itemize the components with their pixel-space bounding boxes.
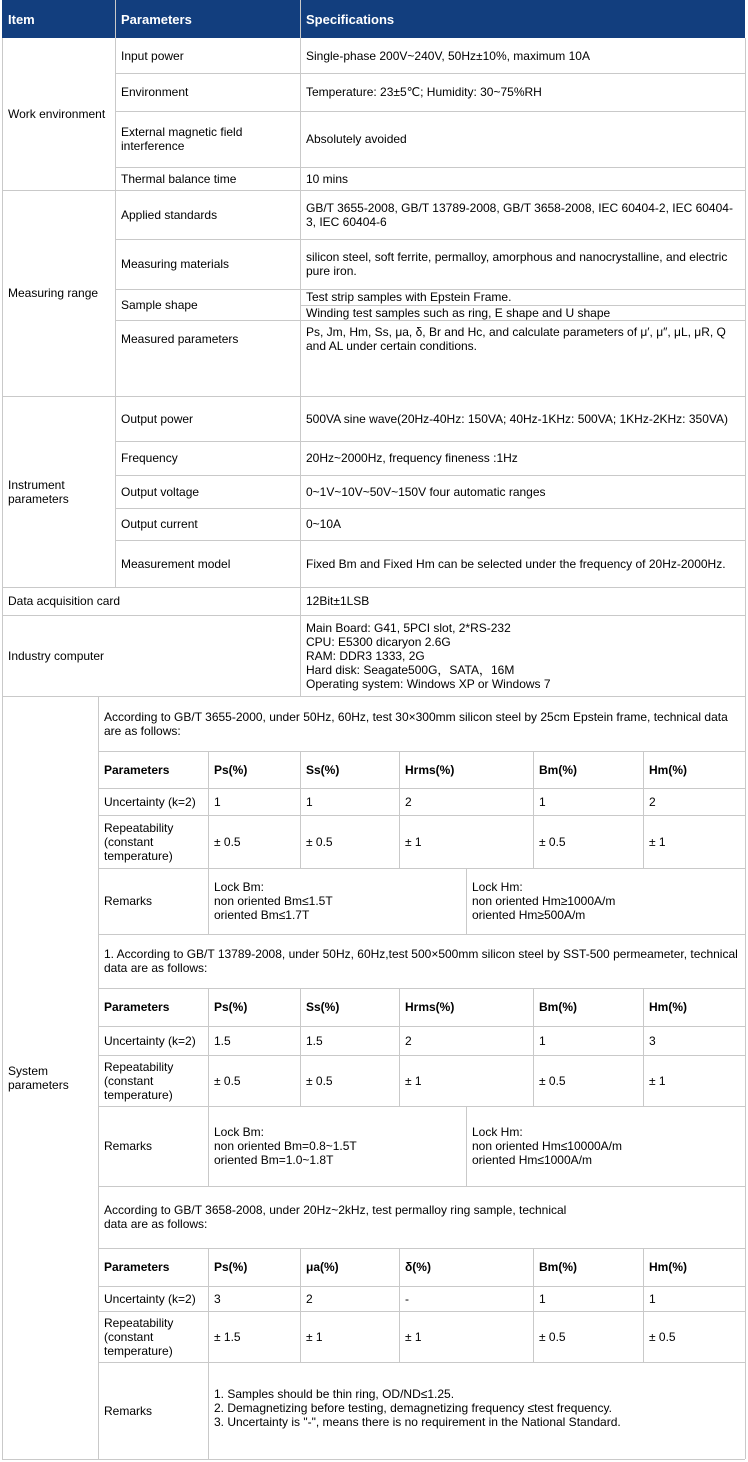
system-block-1-repeatability-4-text: ± 0.5 (539, 1073, 566, 1088)
measuring-spec-0-text: GB/T 3655-2008, GB/T 13789-2008, GB/T 3658-2008, IEC 60404-2, IEC 60404-3, IEC 60404-6 (306, 200, 733, 229)
system-block-1-remark-left-text: Lock Bm: non oriented Bm=0.8~1.5T oriented Bm=1.0~1.8T (214, 1125, 357, 1167)
system-block-2-uncertainty-4 (533, 1286, 643, 1311)
system-block-1-repeatability-3 (399, 1055, 533, 1106)
system-block-0-uncertainty-0-text: Uncertainty (k=2) (104, 794, 196, 809)
system-block-0-uncertainty-1 (208, 788, 300, 815)
system-block-2-uncertainty-5 (643, 1286, 745, 1311)
system-block-0-uncertainty-3-text: 2 (405, 794, 412, 809)
column-divider (466, 1106, 467, 1186)
column-divider (2, 38, 3, 1459)
column-divider (533, 788, 534, 815)
instrument-param-3-text: Output current (121, 517, 198, 531)
system-block-2-headers-5 (643, 1248, 745, 1286)
system-block-1-uncertainty-0 (98, 1026, 208, 1055)
system-block-0-repeatability-4-text: ± 0.5 (539, 834, 566, 849)
column-divider (533, 1055, 534, 1106)
system-block-1-headers-5 (643, 988, 745, 1026)
system-block-0-headers-3 (399, 751, 533, 788)
system-block-0-headers-4-text: Bm(%) (539, 762, 577, 777)
system-block-0-remark-left (208, 868, 466, 934)
column-divider (399, 1286, 400, 1311)
system-block-2-headers-1-text: Ps(%) (214, 1260, 248, 1274)
column-divider (208, 751, 209, 788)
column-divider (399, 988, 400, 1026)
instrument-spec-2-text: 0~1V~10V~50V~150V four automatic ranges (306, 484, 546, 499)
column-divider (208, 1248, 209, 1286)
instrument-spec-3 (300, 508, 745, 540)
system-block-2-remarks-label (98, 1362, 208, 1459)
system-block-0-headers-3-text: Hrms(%) (405, 762, 455, 777)
column-divider (208, 1311, 209, 1362)
system-block-0-remark-right-text: Lock Hm: non oriented Hm≥1000A/m oriented Hm≥500A/m (472, 880, 616, 922)
row-divider (115, 508, 745, 509)
system-block-0-repeatability-5 (643, 815, 745, 868)
system-block-0-repeatability-3 (399, 815, 533, 868)
system-block-1-repeatability-0-text: Repeatability (constant temperature) (104, 1059, 174, 1102)
system-block-0-headers-1 (208, 751, 300, 788)
system-block-0-uncertainty-2-text: 1 (306, 794, 313, 809)
computer-item-label (2, 615, 300, 696)
system-block-2-repeatability-3-text: ± 1 (405, 1329, 422, 1344)
system-block-1-intro-text: 1. According to GB/T 13789-2008, under 50Hz, 60Hz,test 500×500mm silicon steel by SST-500 permeameter, technical data are as follows: (104, 947, 738, 975)
work-item-label-text: Work environment (8, 107, 106, 121)
system-block-2-headers-4-text: Bm(%) (539, 1260, 577, 1274)
column-divider (643, 1055, 644, 1106)
system-block-1-remarks-label (98, 1106, 208, 1186)
column-divider (533, 1286, 534, 1311)
column-divider (300, 1026, 301, 1055)
column-divider (300, 396, 301, 587)
system-block-1-uncertainty-3-text: 2 (405, 1033, 412, 1048)
system-block-1-repeatability-3-text: ± 1 (405, 1073, 422, 1088)
system-block-2-uncertainty-2 (300, 1286, 399, 1311)
system-block-0-headers-5 (643, 751, 745, 788)
measuring-param-3 (115, 320, 300, 357)
instrument-spec-4-text: Fixed Bm and Fixed Hm can be selected under the frequency of 20Hz-2000Hz. (306, 556, 726, 571)
system-block-2-intro (98, 1186, 745, 1248)
column-divider (643, 788, 644, 815)
column-divider (300, 815, 301, 868)
column-divider (115, 0, 116, 38)
system-block-2-uncertainty-1-text: 3 (214, 1291, 221, 1306)
column-divider (533, 1248, 534, 1286)
system-block-0-repeatability-1 (208, 815, 300, 868)
column-divider (300, 1055, 301, 1106)
work-spec-2 (300, 111, 745, 167)
system-block-1-remark-right (466, 1106, 745, 1186)
row-divider (115, 540, 745, 541)
column-divider (208, 988, 209, 1026)
system-block-0-uncertainty-0 (98, 788, 208, 815)
system-block-0-headers-0-text: Parameters (104, 762, 170, 777)
system-block-1-intro (98, 934, 745, 988)
instrument-param-1-text: Frequency (121, 451, 178, 465)
system-block-2-headers-1 (208, 1248, 300, 1286)
system-block-0-uncertainty-1-text: 1 (214, 794, 221, 809)
column-divider (643, 751, 644, 788)
system-block-2-headers-4 (533, 1248, 643, 1286)
column-divider (643, 1248, 644, 1286)
column-divider (643, 1026, 644, 1055)
measuring-spec-2-b (300, 305, 745, 320)
system-block-0-headers-2 (300, 751, 399, 788)
column-divider (533, 1311, 534, 1362)
system-block-2-remarks-label-text: Remarks (104, 1403, 153, 1418)
work-param-1 (115, 73, 300, 111)
system-block-2-uncertainty-3 (399, 1286, 533, 1311)
instrument-spec-1-text: 20Hz~2000Hz, frequency fineness :1Hz (306, 451, 518, 465)
column-divider (643, 988, 644, 1026)
column-divider (399, 1311, 400, 1362)
system-block-2-uncertainty-1 (208, 1286, 300, 1311)
system-item-label (2, 696, 98, 1459)
system-block-1-headers-2 (300, 988, 399, 1026)
system-block-2-headers-5-text: Hm(%) (649, 1260, 687, 1274)
system-block-2-repeatability-5 (643, 1311, 745, 1362)
header-specifications: Specifications (300, 0, 745, 38)
column-divider (533, 815, 534, 868)
row-divider (115, 475, 745, 476)
system-block-1-headers-5-text: Hm(%) (649, 1000, 687, 1014)
measuring-param-2-text: Sample shape (121, 297, 198, 312)
column-divider (300, 1311, 301, 1362)
system-block-1-repeatability-2-text: ± 0.5 (306, 1073, 333, 1088)
work-param-3-text: Thermal balance time (121, 171, 237, 186)
system-block-0-repeatability-4 (533, 815, 643, 868)
system-block-0-remark-left-text: Lock Bm: non oriented Bm≤1.5T oriented Bm≤1.7T (214, 880, 333, 922)
system-block-0-repeatability-0 (98, 815, 208, 868)
column-divider (300, 751, 301, 788)
measuring-param-1-text: Measuring materials (121, 257, 230, 271)
instrument-spec-0-text: 500VA sine wave(20Hz-40Hz: 150VA; 40Hz-1KHz: 500VA; 1KHz-2KHz: 350VA) (306, 411, 728, 426)
column-divider (115, 396, 116, 587)
column-divider (300, 788, 301, 815)
system-block-1-headers-0-text: Parameters (104, 1000, 170, 1014)
instrument-item-label (2, 396, 115, 587)
system-block-0-repeatability-2 (300, 815, 399, 868)
column-divider (300, 615, 301, 696)
column-divider (399, 815, 400, 868)
system-block-0-repeatability-1-text: ± 0.5 (214, 834, 241, 849)
column-divider (399, 1248, 400, 1286)
system-block-2-headers-2 (300, 1248, 399, 1286)
system-block-0-uncertainty-5 (643, 788, 745, 815)
system-block-2-headers-3 (399, 1248, 533, 1286)
header-parameters: Parameters (115, 0, 300, 38)
system-item-label-text: System parameters (8, 1063, 69, 1092)
instrument-spec-4 (300, 540, 745, 587)
system-block-2-intro-text: According to GB/T 3658-2008, under 20Hz~2kHz, test permalloy ring sample, technical data are as follows: (104, 1203, 567, 1231)
column-divider (300, 38, 301, 190)
system-block-1-repeatability-5-text: ± 1 (649, 1073, 666, 1088)
system-block-0-headers-4 (533, 751, 643, 788)
system-block-2-headers-3-text: δ(%) (405, 1260, 431, 1274)
system-block-0-headers-0 (98, 751, 208, 788)
work-spec-3 (300, 167, 745, 190)
work-param-0-text: Input power (121, 48, 184, 63)
column-divider (208, 1286, 209, 1311)
column-divider (208, 815, 209, 868)
system-block-2-headers-0-text: Parameters (104, 1260, 170, 1274)
system-block-1-repeatability-4 (533, 1055, 643, 1106)
measuring-param-2 (115, 289, 300, 320)
daq-spec-text: 12Bit±1LSB (306, 594, 370, 608)
system-block-1-headers-1-text: Ps(%) (214, 1000, 248, 1014)
system-block-2-uncertainty-4-text: 1 (539, 1291, 546, 1306)
system-block-0-remarks-label (98, 868, 208, 934)
system-block-1-repeatability-1 (208, 1055, 300, 1106)
system-block-2-uncertainty-2-text: 2 (306, 1291, 313, 1306)
system-block-1-repeatability-0 (98, 1055, 208, 1106)
system-block-1-headers-2-text: Ss(%) (306, 1000, 340, 1014)
system-block-1-headers-3-text: Hrms(%) (405, 1000, 455, 1014)
system-block-0-uncertainty-3 (399, 788, 533, 815)
row-divider (115, 167, 745, 168)
column-divider (533, 988, 534, 1026)
system-block-1-repeatability-2 (300, 1055, 399, 1106)
measuring-spec-2-text: Test strip samples with Epstein Frame. (306, 290, 512, 304)
work-param-1-text: Environment (121, 85, 189, 99)
system-block-1-remarks-label-text: Remarks (104, 1139, 153, 1153)
row-divider (115, 441, 745, 442)
column-divider (533, 1026, 534, 1055)
system-block-1-uncertainty-4-text: 1 (539, 1033, 546, 1048)
system-block-1-headers-0 (98, 988, 208, 1026)
row-divider (115, 111, 745, 112)
system-block-2-remarks-text: 1. Samples should be thin ring, OD/ND≤1.25. 2. Demagnetizing before testing, demagnetizing frequency ≤test frequency. 3. Uncertainty is "-", means there is no requirement in the National Standard. (214, 1387, 621, 1429)
column-divider (399, 788, 400, 815)
column-divider (643, 1286, 644, 1311)
system-block-0-uncertainty-4 (533, 788, 643, 815)
column-divider (399, 1055, 400, 1106)
system-block-1-headers-3 (399, 988, 533, 1026)
system-block-2-repeatability-1-text: ± 1.5 (214, 1329, 241, 1344)
work-param-2 (115, 111, 300, 167)
system-block-0-uncertainty-2 (300, 788, 399, 815)
system-block-0-headers-5-text: Hm(%) (649, 762, 687, 777)
column-divider (300, 1248, 301, 1286)
work-param-2-text: External magnetic field interference (121, 125, 243, 153)
measuring-spec-3-text: Ps, Jm, Hm, Ss, μa, δ, Br and Hc, and calculate parameters of μ′, μ″, μL, μR, Q and AL under certain conditions. (306, 324, 726, 353)
column-divider (208, 788, 209, 815)
column-divider (745, 38, 746, 1459)
work-spec-1-text: Temperature: 23±5℃; Humidity: 30~75%RH (306, 85, 542, 99)
column-divider (643, 1311, 644, 1362)
column-divider (300, 0, 301, 38)
system-block-2-headers-0 (98, 1248, 208, 1286)
system-block-0-headers-1-text: Ps(%) (214, 762, 248, 777)
measuring-spec-0 (300, 190, 745, 239)
system-block-0-intro (98, 696, 745, 751)
system-block-1-repeatability-1-text: ± 0.5 (214, 1073, 241, 1088)
daq-spec (300, 587, 745, 615)
header-item: Item (2, 0, 115, 38)
system-block-0-repeatability-5-text: ± 1 (649, 834, 666, 849)
system-block-0-repeatability-2-text: ± 0.5 (306, 834, 333, 849)
system-block-2-uncertainty-5-text: 1 (649, 1291, 656, 1306)
measuring-item-label (2, 190, 115, 396)
system-block-2-repeatability-4-text: ± 0.5 (539, 1329, 566, 1344)
system-block-1-remark-left (208, 1106, 466, 1186)
system-block-2-uncertainty-3-text: - (405, 1291, 409, 1306)
system-block-1-uncertainty-1-text: 1.5 (214, 1033, 231, 1048)
column-divider (300, 1286, 301, 1311)
system-block-2-repeatability-1 (208, 1311, 300, 1362)
instrument-param-0 (115, 396, 300, 441)
system-block-1-uncertainty-2-text: 1.5 (306, 1033, 323, 1048)
system-block-2-uncertainty-0 (98, 1286, 208, 1311)
system-block-1-uncertainty-3 (399, 1026, 533, 1055)
column-divider (208, 1026, 209, 1055)
system-block-0-intro-text: According to GB/T 3655-2000, under 50Hz, 60Hz, test 30×300mm silicon steel by 25cm Epstein frame, technical data are as follows: (104, 709, 728, 738)
instrument-param-1 (115, 441, 300, 475)
column-divider (300, 190, 301, 396)
system-block-1-headers-4 (533, 988, 643, 1026)
column-divider (208, 1055, 209, 1106)
computer-item-label-text: Industry computer (8, 648, 105, 663)
system-block-0-remark-right (466, 868, 745, 934)
work-item-label (2, 38, 115, 190)
row-divider (115, 73, 745, 74)
work-spec-0-text: Single-phase 200V~240V, 50Hz±10%, maximum 10A (306, 48, 590, 63)
row-divider (115, 289, 745, 290)
system-block-1-uncertainty-0-text: Uncertainty (k=2) (104, 1033, 196, 1048)
instrument-spec-0 (300, 396, 745, 441)
system-block-2-repeatability-5-text: ± 0.5 (649, 1329, 676, 1344)
column-divider (115, 190, 116, 396)
daq-item-label (2, 587, 300, 615)
system-block-2-remarks (208, 1362, 745, 1459)
column-divider (300, 988, 301, 1026)
work-spec-2-text: Absolutely avoided (306, 132, 407, 146)
row-divider (115, 320, 745, 321)
system-block-0-headers-2-text: Ss(%) (306, 762, 340, 777)
system-block-1-uncertainty-2 (300, 1026, 399, 1055)
system-block-1-uncertainty-5 (643, 1026, 745, 1055)
system-block-1-repeatability-5 (643, 1055, 745, 1106)
measuring-param-0 (115, 190, 300, 239)
row-divider (300, 305, 745, 306)
work-param-0 (115, 38, 300, 73)
measuring-item-label-text: Measuring range (8, 286, 99, 300)
system-block-2-headers-2-text: μa(%) (306, 1260, 339, 1274)
daq-item-label-text: Data acquisition card (8, 594, 121, 608)
system-block-2-repeatability-3 (399, 1311, 533, 1362)
system-block-0-uncertainty-4-text: 1 (539, 794, 546, 809)
measuring-spec-2-b-text: Winding test samples such as ring, E shape and U shape (306, 305, 611, 320)
system-block-1-headers-4-text: Bm(%) (539, 1000, 577, 1014)
instrument-param-3 (115, 508, 300, 540)
column-divider (300, 587, 301, 615)
system-block-2-repeatability-0-text: Repeatability (constant temperature) (104, 1315, 174, 1358)
column-divider (115, 38, 116, 190)
system-block-0-repeatability-3-text: ± 1 (405, 834, 422, 849)
instrument-spec-1 (300, 441, 745, 475)
measuring-param-0-text: Applied standards (121, 207, 218, 222)
measuring-spec-1-text: silicon steel, soft ferrite, permalloy, amorphous and nanocrystalline, and electric pure iron. (306, 250, 728, 278)
instrument-param-0-text: Output power (121, 411, 194, 426)
row-divider (2, 1459, 745, 1460)
instrument-spec-3-text: 0~10A (306, 517, 342, 531)
row-divider (115, 239, 745, 240)
measuring-spec-2 (300, 289, 745, 305)
measuring-spec-3 (300, 320, 745, 357)
instrument-param-4 (115, 540, 300, 587)
system-block-2-repeatability-4 (533, 1311, 643, 1362)
system-block-2-repeatability-2-text: ± 1 (306, 1329, 323, 1344)
measuring-param-1 (115, 239, 300, 289)
instrument-param-4-text: Measurement model (121, 556, 231, 571)
instrument-param-2-text: Output voltage (121, 484, 200, 499)
column-divider (399, 1026, 400, 1055)
measuring-param-3-text: Measured parameters (121, 331, 239, 346)
measuring-spec-1 (300, 239, 745, 289)
system-block-2-repeatability-2 (300, 1311, 399, 1362)
work-param-3 (115, 167, 300, 190)
system-block-0-uncertainty-5-text: 2 (649, 794, 656, 809)
system-block-2-uncertainty-0-text: Uncertainty (k=2) (104, 1291, 196, 1306)
column-divider (399, 751, 400, 788)
instrument-item-label-text: Instrument parameters (8, 477, 69, 506)
work-spec-0 (300, 38, 745, 73)
system-block-2-repeatability-0 (98, 1311, 208, 1362)
work-spec-1 (300, 73, 745, 111)
system-block-1-headers-1 (208, 988, 300, 1026)
work-spec-3-text: 10 mins (306, 171, 349, 186)
instrument-param-2 (115, 475, 300, 508)
column-divider (533, 751, 534, 788)
system-block-0-repeatability-0-text: Repeatability (constant temperature) (104, 820, 174, 863)
system-block-1-remark-right-text: Lock Hm: non oriented Hm≤10000A/m oriented Hm≤1000A/m (472, 1125, 623, 1167)
system-block-1-uncertainty-1 (208, 1026, 300, 1055)
computer-spec-text: Main Board: G41, 5PCI slot, 2*RS-232 CPU: E5300 dicaryon 2.6G RAM: DDR3 1333, 2G Hard disk: Seagate500G，SATA，16M Operating system: Windows XP or Windows 7 (306, 620, 551, 691)
column-divider (466, 868, 467, 934)
computer-spec (300, 615, 745, 696)
system-block-1-uncertainty-5-text: 3 (649, 1033, 656, 1048)
system-block-1-uncertainty-4 (533, 1026, 643, 1055)
column-divider (643, 815, 644, 868)
system-block-0-remarks-label-text: Remarks (104, 894, 153, 908)
instrument-spec-2 (300, 475, 745, 508)
